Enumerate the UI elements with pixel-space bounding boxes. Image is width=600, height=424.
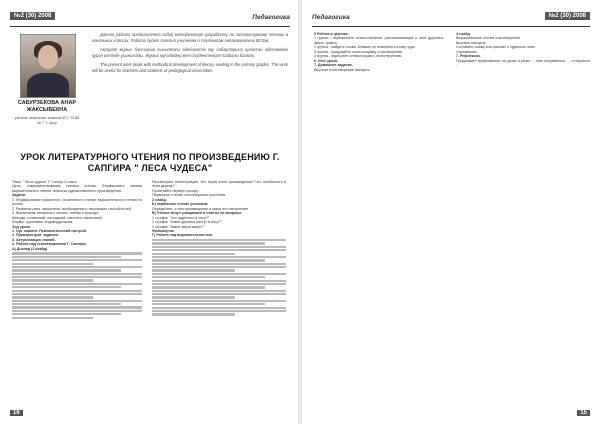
body-paragraph: Цель: совершенствование техники чтения. Формировать навыки выразительного чтения, анализа художественного произведения.	[12, 184, 142, 193]
text-line	[12, 290, 142, 292]
text-line	[152, 290, 286, 292]
text-line	[152, 259, 265, 261]
body-paragraph: 6. Итог урока.	[314, 58, 339, 63]
left-page	[0, 0, 298, 424]
text-line	[12, 279, 93, 281]
text-line	[152, 249, 286, 251]
section-label: Педагогика	[252, 14, 290, 21]
right-page-header	[312, 12, 590, 27]
body-paragraph: 2 строфа: "Какие деревья растут в лесу?"	[152, 220, 222, 225]
right-column-1	[314, 32, 444, 72]
right-page	[302, 0, 600, 424]
text-line	[152, 286, 265, 288]
issue-label: №2 (30) 2008	[545, 12, 590, 20]
text-line	[152, 276, 265, 278]
text-line	[12, 296, 93, 298]
photo-face-shape	[38, 45, 58, 69]
body-paragraph: 3 группа - придумайте свою концовку стихотворения.	[314, 49, 403, 54]
body-paragraph: Составить сказку или рассказ о чудесном лесе.	[456, 45, 536, 50]
text-line	[152, 253, 235, 255]
text-line	[12, 293, 142, 295]
text-line	[12, 259, 142, 261]
text-line	[12, 273, 142, 275]
author-position: учитель начальных классов КГУ "СОШ № 7" г. Аксу	[14, 116, 80, 125]
body-paragraph: 1 группа - перечислите словосочетания, рассказывающие о лесе (деревья, звери, травы).	[314, 36, 444, 45]
text-line	[12, 310, 142, 312]
author-name: САБУРЗЕКОВА АНАР ЖАКСЫБЕКНА	[17, 100, 77, 113]
col-4-paragraphs	[456, 32, 590, 68]
left-column-1	[12, 180, 142, 320]
body-paragraph: А) Доклад (1 слайд)	[12, 246, 48, 251]
text-line	[12, 266, 142, 268]
body-paragraph: 1 строфа: "Что чудесного в лесу?"	[152, 215, 210, 220]
body-paragraph: 1. Орг. момент. Психологический настрой.	[12, 228, 87, 233]
abstract	[92, 32, 288, 78]
photo-body-shape	[27, 73, 69, 98]
body-paragraph: Выучите стихотворение наизусть.	[314, 67, 371, 72]
body-paragraph: В) Чтение вслух учащимися и ответы на вопросы.	[152, 211, 243, 216]
body-paragraph: 7. Рефлексия.	[456, 54, 481, 59]
text-line	[152, 280, 286, 282]
text-line	[152, 269, 235, 271]
body-paragraph: Физминутка	[152, 228, 174, 233]
text-line	[152, 242, 265, 244]
author-photo	[20, 34, 76, 98]
left-page-header	[10, 12, 290, 27]
text-line	[152, 313, 235, 315]
body-paragraph: 1. Формирование грамотного, осознанного чтения; выразительного чтения по ролям.	[12, 197, 142, 207]
text-line	[152, 283, 286, 285]
body-paragraph: 2. Проверка дом. задания.	[12, 233, 59, 238]
body-paragraph: Прочитайте первую строфу.	[152, 188, 199, 193]
body-paragraph: Тема: " Леса-чудеса" Г. Сапгир 3 класс.	[12, 180, 78, 184]
body-paragraph: 3. Воспитание интереса к чтению, любви к природе.	[12, 211, 100, 216]
abstract-en: The present work deals with methodical development of literary reading in the primary grades. The work will be useful for teachers and students of pedagogical universities.	[92, 62, 288, 73]
article-title: УРОК ЛИТЕРАТУРНОГО ЧТЕНИЯ ПО ПРОИЗВЕДЕНИЮ Г. САПГИРА " ЛЕСА ЧУДЕСА"	[20, 152, 280, 173]
body-paragraph: 2 группа - найдите слова, близкие по значению к слову чудо.	[314, 45, 416, 50]
right-column-2	[456, 32, 590, 68]
body-paragraph: 3. Актуализация знаний.	[12, 237, 56, 242]
body-paragraph: Выучить наизусть.	[456, 40, 487, 45]
body-paragraph: Определите, о чём произведение и какое его настроение.	[152, 206, 250, 211]
body-paragraph: 4. Работа над стихотворением Г. Сапгира.	[12, 242, 87, 247]
text-line	[152, 273, 286, 275]
text-line	[12, 263, 93, 265]
text-line	[12, 300, 142, 302]
col-1-paragraphs	[12, 180, 142, 251]
abstract-ru: Данная работа предназначена собой методическую разработку по литературному чтению в начальных классах. Работа будет полезна учителям и студентам педагогических ВУЗов.	[92, 32, 288, 43]
author-block	[14, 100, 80, 125]
text-line	[152, 310, 286, 312]
text-line	[12, 306, 142, 308]
body-paragraph: Б) первичное чтение учеником.	[152, 202, 209, 207]
text-line	[152, 256, 286, 258]
body-paragraph: Первичное чтение стихотворения учителем.	[152, 193, 227, 198]
text-line	[12, 317, 93, 319]
text-line	[12, 303, 121, 305]
text-line	[12, 313, 121, 315]
text-line	[152, 246, 286, 248]
body-paragraph: 5 Работа в группах.	[314, 32, 349, 36]
text-line	[12, 252, 142, 254]
body-paragraph: Г) Работа над выразительностью.	[152, 233, 214, 238]
body-paragraph: Выразительное чтение стихотворения.	[456, 36, 522, 41]
body-paragraph: 2. Развитие речи, мышления, воображения и творческих способностей.	[12, 206, 132, 211]
body-paragraph: Продолжите предложения: на уроке я узнал ..., мне понравилось ..., я научился ...	[456, 58, 590, 68]
text-line	[152, 300, 286, 302]
left-column-2	[152, 180, 286, 317]
text-line	[152, 303, 265, 305]
text-line	[12, 276, 142, 278]
body-paragraph: 4 группа - нарисуйте иллюстрацию к стихотворению.	[314, 54, 403, 59]
text-line	[152, 296, 235, 298]
text-line	[152, 307, 286, 309]
text-line	[152, 266, 286, 268]
body-paragraph: Оценивание.	[456, 49, 478, 54]
body-paragraph: 7. Домашнее задание.	[314, 63, 353, 68]
page-number: 16	[10, 410, 23, 416]
body-paragraph: Формы: групповая, индивидуальная.	[12, 220, 74, 225]
text-line	[12, 269, 121, 271]
issue-label: №2 (30) 2008	[10, 12, 55, 20]
body-paragraph: Методы: словесный, наглядный, частично-поисковый.	[12, 215, 103, 220]
col-3-paragraphs	[314, 32, 444, 72]
text-line	[12, 286, 121, 288]
col-2-paragraphs	[152, 180, 286, 238]
text-line	[152, 293, 286, 295]
text-line	[152, 239, 286, 241]
text-line	[152, 263, 286, 265]
abstract-kz: Ақпарат жұмыс бастауыш сыныптағы әдебиеттік оқу сабақтарына арналған әдістемелік құрал ретінде ұсынылады. Жұмыс мұғалімдер мен студенттерге пайдалы болмақ.	[92, 47, 288, 58]
body-paragraph: 2 слайд.	[152, 197, 167, 202]
section-label: Педагогика	[312, 14, 350, 21]
text-line	[12, 283, 142, 285]
page-number: 15	[577, 410, 590, 416]
body-paragraph: Рассмотрите иллюстрацию. Кто герой этого произведения? Что необычного в этом дереве?	[152, 180, 286, 189]
body-paragraph: Задачи:	[12, 193, 26, 198]
text-line	[12, 256, 121, 258]
body-paragraph: 3 строфа: "Какие звери живут?"	[152, 224, 205, 229]
body-paragraph: 4 слайд.	[456, 32, 471, 36]
body-paragraph: Ход урока	[12, 224, 30, 229]
